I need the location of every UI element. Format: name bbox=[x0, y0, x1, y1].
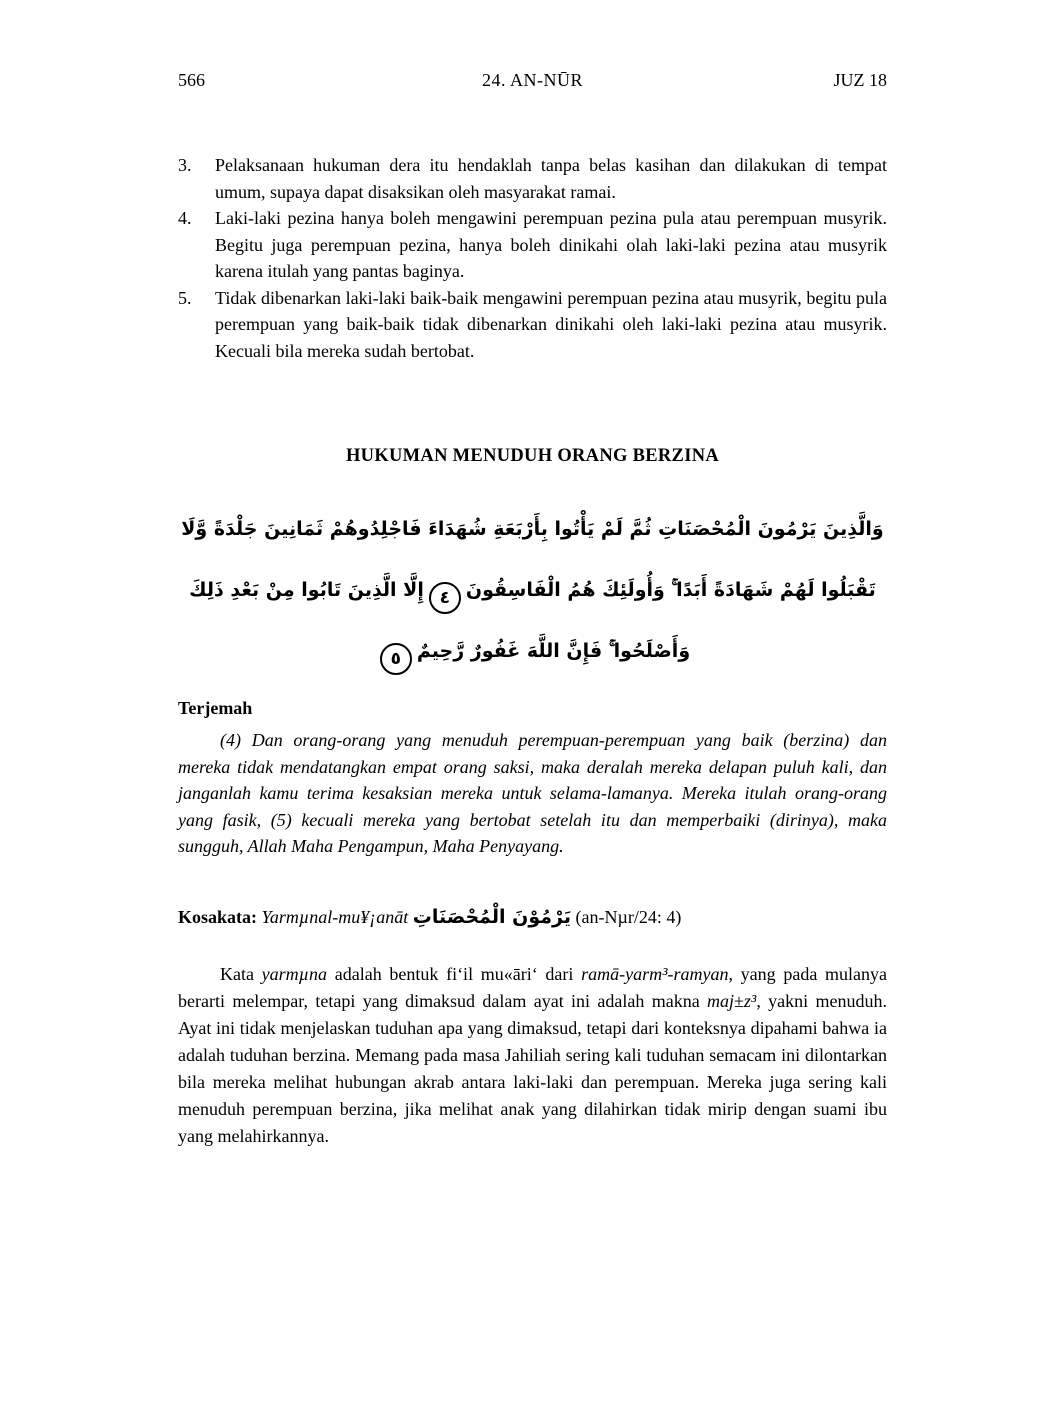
text-run: (an-Nµr/24: 4) bbox=[571, 906, 682, 927]
arabic-inline-text: إِلَّا الَّذِينَ تَابُوا مِنْ بَعْدِ ذَلِكَ bbox=[189, 579, 424, 601]
section-heading: HUKUMAN MENUDUH ORANG BERZINA bbox=[345, 446, 720, 466]
text-run: Kosakata: bbox=[178, 906, 262, 927]
arabic-verse-line bbox=[178, 558, 887, 619]
list-item-text: Tidak dibenarkan laki-laki baik-baik mengawini perempuan pezina atau musyrik, begitu pula perempuan yang baik-baik tidak dibenarkan dinikahi oleh laki-laki pezina atau musyrik. Kecuali bila mereka sudah bertobat. bbox=[215, 287, 887, 361]
page-number: 566 bbox=[178, 70, 205, 90]
quran-verse-arabic bbox=[178, 497, 887, 680]
list-item-number: 4. bbox=[178, 208, 192, 228]
terjemah-heading: Terjemah bbox=[178, 698, 253, 718]
explanation-paragraph bbox=[178, 961, 887, 1150]
surah-title: 24. AN-NŪR bbox=[481, 70, 584, 90]
text-run: ramā-yarm³-ramyan bbox=[581, 963, 729, 984]
arabic-verse-line bbox=[178, 497, 887, 558]
arabic-verse-line bbox=[178, 619, 887, 680]
arabic-inline-text: وَأَصْلَحُوا ۚ فَإِنَّ اللَّهَ غَفُورٌ رَّحِيمٌ bbox=[416, 640, 691, 662]
text-run: maj±z³ bbox=[707, 990, 757, 1011]
ayah-number-marker: ٥ bbox=[380, 643, 412, 675]
page-header bbox=[178, 70, 887, 96]
list-item-text: Pelaksanaan hukuman dera itu hendaklah tanpa belas kasihan dan dilakukan di tempat umum, supaya dapat disaksikan oleh masyarakat ramai. bbox=[215, 155, 887, 202]
list-item-text: Laki-laki pezina hanya boleh mengawini perempuan pezina pula atau perempuan musyrik. Begitu juga perempuan pezina, hanya boleh dinikahi olah laki-laki pezina atau musyrik karena itulah yang pantas baginya. bbox=[215, 208, 887, 281]
arabic-inline-text: يَرْمُوْنَ الْمُحْصَنَاتِ bbox=[412, 905, 571, 928]
list-item-number: 3. bbox=[178, 155, 192, 175]
text-run: yarmµna bbox=[261, 963, 328, 984]
list-item bbox=[178, 285, 887, 365]
list-item bbox=[178, 152, 887, 205]
list-item bbox=[178, 205, 887, 285]
text-run: , yang pada mulanya berarti melempar, tetapi yang dimaksud dalam ayat ini adalah makna bbox=[178, 963, 887, 1011]
terjemah-text: (4) Dan orang-orang yang menuduh perempuan-perempuan yang baik (berzina) dan mereka tidak mendatangkan empat orang saksi, maka deralah mereka delapan puluh kali, dan janganlah kamu terima kesaksian mereka untuk selama-lamanya. Mereka itulah orang-orang yang fasik, (5) kecuali mereka yang bertobat setelah itu dan memperbaiki (dirinya), maka sungguh, Allah Maha Pengampun, Maha Penyayang. bbox=[178, 730, 887, 856]
kosakata-line bbox=[178, 904, 887, 931]
juz-label: JUZ 18 bbox=[833, 70, 887, 90]
arabic-inline-text: تَقْبَلُوا لَهُمْ شَهَادَةً أَبَدًا ۚ وَأُولَئِكَ هُمُ الْفَاسِقُونَ bbox=[465, 579, 876, 601]
text-run: , yakni menuduh. Ayat ini tidak menjelaskan tuduhan apa yang dimaksud, tetapi dari konteksnya dipahami bahwa ia adalah tuduhan berzina. Memang pada masa Jahiliah sering kali tuduhan semacam ini dilontarkan bila mereka melihat hubungan akrab antara laki-laki dan perempuan. Mereka juga sering kali menuduh perempuan berzina, jika melihat anak yang dilahirkan tidak mirip dengan suami ibu yang melahirkannya. bbox=[178, 990, 887, 1146]
ayah-number-marker: ٤ bbox=[429, 582, 461, 614]
text-run: Yarmµnal-mu¥¡anāt bbox=[261, 906, 413, 927]
text-run: Kata bbox=[220, 963, 262, 984]
ruling-list bbox=[178, 152, 887, 364]
list-item-number: 5. bbox=[178, 287, 192, 308]
text-run: adalah bentuk fi‘il mu«āri‘ dari bbox=[327, 963, 582, 984]
arabic-inline-text: وَالَّذِينَ يَرْمُونَ الْمُحْصَنَاتِ ثُمَّ لَمْ يَأْتُوا بِأَرْبَعَةِ شُهَدَاءَ فَاجْلِدُوهُمْ ثَمَانِينَ جَلْدَةً وَّلَا bbox=[181, 518, 884, 540]
